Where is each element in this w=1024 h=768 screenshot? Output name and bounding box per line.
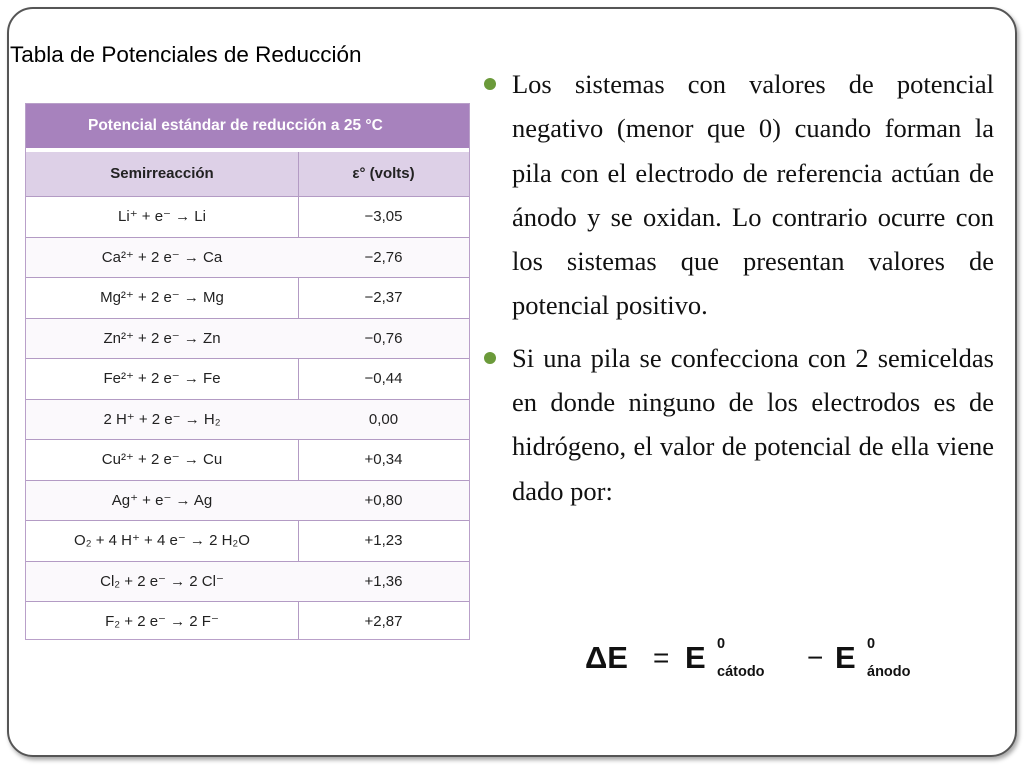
table-row xyxy=(26,358,469,399)
bullet-text: Si una pila se confecciona con 2 semiceldas en donde ninguno de los electrodos es de hidrógeno, el valor de potencial de ella viene dado por: xyxy=(512,342,994,506)
table-row xyxy=(26,277,469,318)
potential-cell: −3,05 xyxy=(364,208,403,225)
potential-cell: +1,36 xyxy=(364,572,403,590)
potential-cell: −0,44 xyxy=(364,370,403,387)
potentials-table xyxy=(25,103,470,640)
formula-minus: − xyxy=(807,642,824,673)
table-row xyxy=(26,196,469,237)
potential-cell: +0,34 xyxy=(364,451,403,468)
bullet-dot-icon xyxy=(484,78,496,90)
reaction-cell: Cl₂ + 2 e⁻ → 2 Cl⁻ xyxy=(100,572,224,590)
bullet-dot-icon xyxy=(484,352,496,364)
potential-cell: −2,76 xyxy=(364,248,403,266)
bullet-list xyxy=(482,62,994,513)
formula-equals: = xyxy=(653,642,670,673)
formula-e-anode: E xyxy=(835,640,856,675)
reaction-cell: F₂ + 2 e⁻ → 2 F⁻ xyxy=(105,613,219,630)
table-column-headers xyxy=(26,152,469,196)
table-body xyxy=(26,196,469,642)
table-row xyxy=(26,399,469,440)
table-row xyxy=(26,480,469,521)
formula-e-cathode: E xyxy=(685,640,706,675)
reaction-cell: Cu²⁺ + 2 e⁻ → Cu xyxy=(101,451,223,468)
reaction-cell: Fe²⁺ + 2 e⁻ → Fe xyxy=(103,370,221,387)
potential-cell: 0,00 xyxy=(368,410,399,428)
column-header-potential: ε° (volts) xyxy=(352,165,415,182)
table-row xyxy=(26,439,469,480)
potential-cell: −0,76 xyxy=(364,329,403,347)
bullet-item xyxy=(482,336,994,513)
table-row xyxy=(26,237,469,278)
reaction-cell: Zn²⁺ + 2 e⁻ → Zn xyxy=(103,329,221,347)
reaction-cell: Ca²⁺ + 2 e⁻ → Ca xyxy=(101,248,223,266)
potential-cell: +0,80 xyxy=(364,491,403,509)
potential-cell: −2,37 xyxy=(364,289,403,306)
potential-cell: +2,87 xyxy=(364,613,403,630)
cell-potential-formula xyxy=(585,636,925,690)
formula-anode-superscript: 0 xyxy=(867,636,876,652)
table-row xyxy=(26,520,469,561)
table-row xyxy=(26,601,469,642)
formula-cathode-superscript: 0 xyxy=(717,636,726,652)
column-header-reaction: Semirreacción xyxy=(110,165,214,182)
reaction-cell: Ag⁺ + e⁻ → Ag xyxy=(111,491,213,509)
table-row xyxy=(26,561,469,602)
reaction-cell: O₂ + 4 H⁺ + 4 e⁻ → 2 H₂O xyxy=(74,532,250,549)
reaction-cell: Li⁺ + e⁻ → Li xyxy=(118,208,206,225)
table-row xyxy=(26,318,469,359)
formula-cathode-subscript: cátodo xyxy=(717,664,765,680)
reaction-cell: 2 H⁺ + 2 e⁻ → H₂ xyxy=(103,410,221,428)
formula-anode-subscript: ánodo xyxy=(867,664,911,680)
table-header: Potencial estándar de reducción a 25 °C xyxy=(26,104,469,148)
bullet-text: Los sistemas con valores de potencial negativo (menor que 0) cuando forman la pila con el electrodo de referencia actúan de ánodo y se oxidan. Lo contrario ocurre con los sistemas que presentan valores de potencial positivo. xyxy=(512,69,994,321)
reaction-cell: Mg²⁺ + 2 e⁻ → Mg xyxy=(100,289,224,306)
potential-cell: +1,23 xyxy=(364,532,403,549)
slide-title: Tabla de Potenciales de Reducción xyxy=(10,42,362,67)
bullet-item xyxy=(482,62,994,328)
formula-delta-e: ΔE xyxy=(585,640,628,675)
